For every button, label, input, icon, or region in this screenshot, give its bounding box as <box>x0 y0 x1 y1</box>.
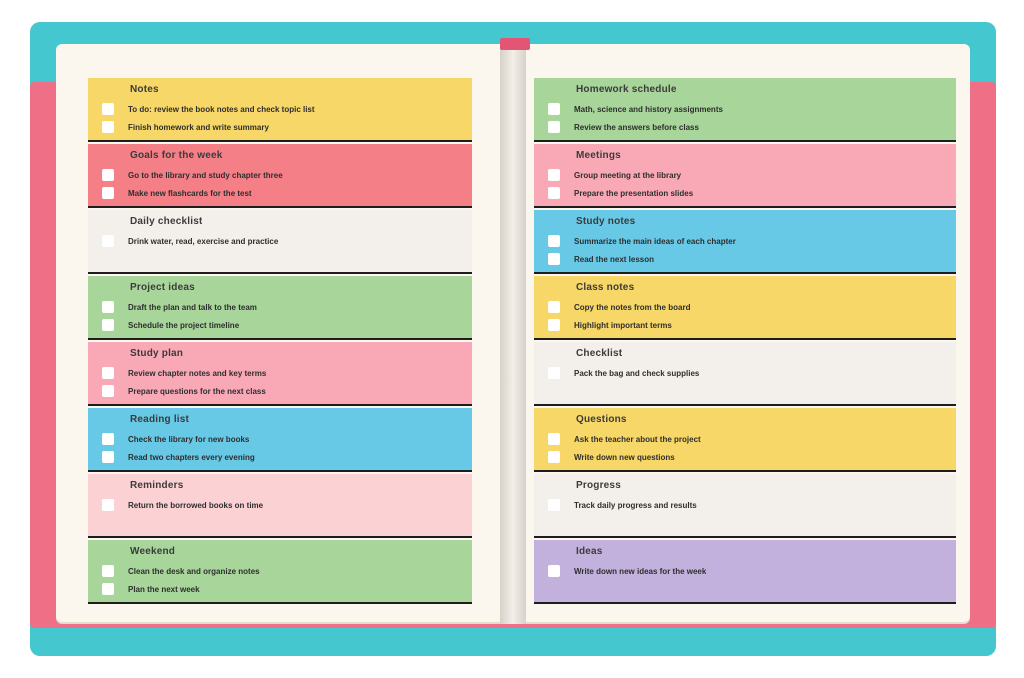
section-band <box>88 474 472 538</box>
book-spine <box>500 40 526 624</box>
checklist-text: Read two chapters every evening <box>128 452 255 462</box>
checklist-row <box>548 448 944 466</box>
section-title: Study notes <box>576 216 636 227</box>
checkbox[interactable] <box>102 301 114 313</box>
section-title: Meetings <box>576 150 621 161</box>
section-band <box>88 342 472 406</box>
checkbox[interactable] <box>548 103 560 115</box>
checklist-text: Pack the bag and check supplies <box>574 368 700 378</box>
checklist-row <box>102 232 460 250</box>
checklist-text: Write down new ideas for the week <box>574 566 707 576</box>
checklist-row <box>548 298 944 316</box>
checklist-text: Make new flashcards for the test <box>128 188 252 198</box>
checkbox[interactable] <box>102 433 114 445</box>
checklist-text: Write down new questions <box>574 452 675 462</box>
checkbox[interactable] <box>548 187 560 199</box>
checklist-row <box>102 100 460 118</box>
section-title: Notes <box>130 84 159 95</box>
section-title: Project ideas <box>130 282 195 293</box>
checkbox[interactable] <box>548 451 560 463</box>
section-title: Progress <box>576 480 621 491</box>
checkbox[interactable] <box>102 103 114 115</box>
checklist-text: Go to the library and study chapter three <box>128 170 283 180</box>
section-band <box>88 408 472 472</box>
checkbox[interactable] <box>102 169 114 181</box>
checklist-row <box>548 316 944 334</box>
section-title: Reading list <box>130 414 190 425</box>
checklist-text: Review chapter notes and key terms <box>128 368 267 378</box>
section-band <box>534 78 956 142</box>
section-title: Goals for the week <box>130 150 223 161</box>
checkbox[interactable] <box>548 367 560 379</box>
checkbox[interactable] <box>548 319 560 331</box>
checklist-row <box>548 232 944 250</box>
checklist-row <box>102 166 460 184</box>
checklist-text: Read the next lesson <box>574 254 655 264</box>
checklist-text: Drink water, read, exercise and practice <box>128 236 279 246</box>
checklist-row <box>548 562 944 580</box>
checklist-row <box>102 184 460 202</box>
checklist-row <box>548 430 944 448</box>
checklist-row <box>102 382 460 400</box>
section-title: Reminders <box>130 480 184 491</box>
section-band <box>534 210 956 274</box>
checkbox[interactable] <box>548 253 560 265</box>
checkbox[interactable] <box>102 565 114 577</box>
checklist-text: Return the borrowed books on time <box>128 500 264 510</box>
checklist-text: Draft the plan and talk to the team <box>128 302 257 312</box>
checkbox[interactable] <box>102 187 114 199</box>
checklist-row <box>102 364 460 382</box>
checklist-text: Group meeting at the library <box>574 170 682 180</box>
checklist-text: Review the answers before class <box>574 122 699 132</box>
section-band <box>534 474 956 538</box>
right-page <box>520 44 970 622</box>
checklist-row <box>548 496 944 514</box>
checklist-text: Clean the desk and organize notes <box>128 566 260 576</box>
section-band <box>534 540 956 604</box>
checkbox[interactable] <box>102 385 114 397</box>
section-title: Homework schedule <box>576 84 677 95</box>
checklist-text: Copy the notes from the board <box>574 302 691 312</box>
checkbox[interactable] <box>548 121 560 133</box>
section-band <box>534 342 956 406</box>
checkbox[interactable] <box>102 319 114 331</box>
section-title: Questions <box>576 414 627 425</box>
section-band <box>534 144 956 208</box>
bookmark-ribbon <box>500 38 530 50</box>
checklist-text: Prepare questions for the next class <box>128 386 266 396</box>
checklist-row <box>102 118 460 136</box>
checklist-text: Summarize the main ideas of each chapter <box>574 236 736 246</box>
section-title: Checklist <box>576 348 623 359</box>
checklist-row <box>548 166 944 184</box>
left-page <box>56 44 504 622</box>
section-title: Weekend <box>130 546 176 557</box>
section-band <box>88 540 472 604</box>
checkbox[interactable] <box>102 367 114 379</box>
checkbox[interactable] <box>548 499 560 511</box>
checklist-row <box>102 430 460 448</box>
checklist-text: To do: review the book notes and check topic list <box>128 104 315 114</box>
checkbox[interactable] <box>548 301 560 313</box>
checklist-row <box>102 580 460 598</box>
checklist-text: Math, science and history assignments <box>574 104 723 114</box>
checklist-text: Finish homework and write summary <box>128 122 269 132</box>
section-title: Class notes <box>576 282 635 293</box>
checklist-text: Track daily progress and results <box>574 500 697 510</box>
checklist-row <box>548 364 944 382</box>
section-band <box>534 276 956 340</box>
section-band <box>88 210 472 274</box>
checklist-row <box>102 448 460 466</box>
checklist-row <box>102 562 460 580</box>
checkbox[interactable] <box>548 169 560 181</box>
checkbox[interactable] <box>102 499 114 511</box>
section-band <box>88 144 472 208</box>
checklist-text: Prepare the presentation slides <box>574 188 694 198</box>
checklist-text: Check the library for new books <box>128 434 250 444</box>
checkbox[interactable] <box>102 121 114 133</box>
checklist-row <box>548 100 944 118</box>
checklist-row <box>548 184 944 202</box>
checklist-text: Ask the teacher about the project <box>574 434 701 444</box>
checkbox[interactable] <box>548 235 560 247</box>
section-title: Ideas <box>576 546 603 557</box>
checkbox[interactable] <box>102 583 114 595</box>
checklist-row <box>548 250 944 268</box>
checklist-row <box>102 316 460 334</box>
section-band <box>534 408 956 472</box>
checkbox[interactable] <box>548 433 560 445</box>
checkbox[interactable] <box>102 451 114 463</box>
section-band <box>88 78 472 142</box>
checkbox[interactable] <box>548 565 560 577</box>
checklist-text: Schedule the project timeline <box>128 320 240 330</box>
section-band <box>88 276 472 340</box>
checklist-row <box>102 496 460 514</box>
checklist-text: Highlight important terms <box>574 320 672 330</box>
section-title: Daily checklist <box>130 216 203 227</box>
checkbox[interactable] <box>102 235 114 247</box>
checklist-row <box>102 298 460 316</box>
checklist-text: Plan the next week <box>128 584 200 594</box>
section-title: Study plan <box>130 348 184 359</box>
checklist-row <box>548 118 944 136</box>
